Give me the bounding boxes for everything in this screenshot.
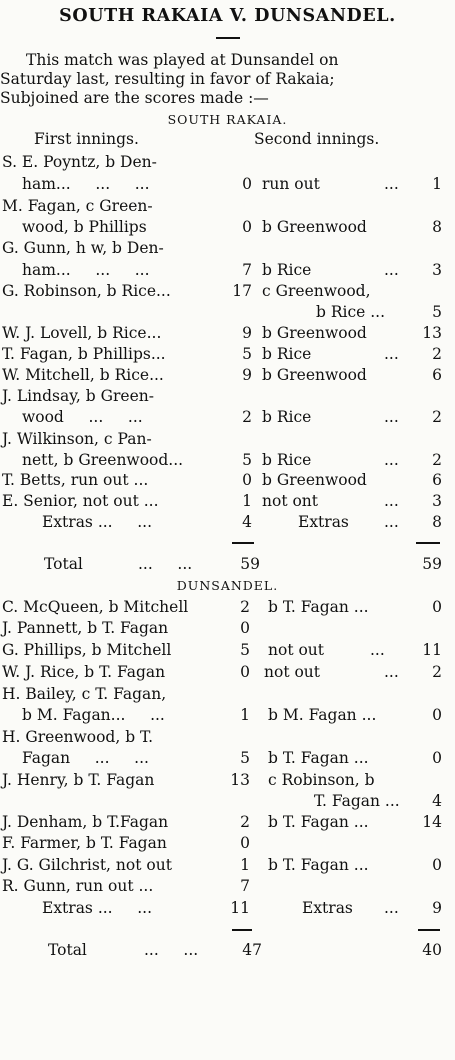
extras-label: Extras ... ...: [42, 899, 153, 917]
batsman: W. Mitchell, b Rice...: [2, 366, 164, 384]
score-row: [0, 260, 455, 280]
total-row: [0, 940, 455, 960]
second-dismissal: not out: [268, 641, 325, 659]
batsman: nett, b Greenwood...: [22, 451, 184, 469]
batsman: R. Gunn, run out ...: [2, 877, 154, 895]
score-row: [0, 748, 455, 768]
batsman: Fagan ... ...: [22, 749, 149, 767]
innings-header: [0, 129, 455, 149]
second-score: 5: [432, 303, 442, 321]
batsman: T. Fagan, b Phillips...: [2, 345, 166, 363]
title-rule: [216, 37, 240, 39]
second-dismissal: b Rice: [262, 408, 312, 426]
second-dismissal: b T. Fagan ...: [268, 749, 369, 767]
score-row: [0, 727, 455, 747]
score-row: [0, 855, 455, 875]
score-row: [0, 618, 455, 638]
section-heading-south-rakaia: SOUTH RAKAIA.: [167, 112, 288, 127]
score-row: [0, 770, 455, 790]
total-dots: ... ...: [144, 941, 199, 959]
first-score: 2: [240, 598, 250, 616]
second-score: 3: [432, 492, 442, 510]
first-score: 7: [242, 261, 252, 279]
first-score: 1: [242, 492, 252, 510]
batsman: b M. Fagan... ...: [22, 706, 165, 724]
batsman: G. Phillips, b Mitchell: [2, 641, 172, 659]
second-dots: ...: [384, 899, 399, 917]
second-score: 8: [432, 513, 442, 531]
second-dots: ...: [384, 492, 399, 510]
batsman: ham... ... ...: [22, 261, 150, 279]
second-dots: ...: [370, 641, 385, 659]
total-first-score: 47: [242, 941, 262, 959]
batsman: W. J. Lovell, b Rice...: [2, 324, 162, 342]
batsman: H. Bailey, c T. Fagan,: [2, 685, 167, 703]
second-score: 8: [432, 218, 442, 236]
first-innings-header: First innings.: [34, 130, 139, 148]
second-dismissal: b Rice: [262, 451, 312, 469]
second-score: 3: [432, 261, 442, 279]
second-dismissal: b Greenwood: [262, 324, 367, 342]
first-score: 17: [232, 282, 252, 300]
extras-label: Extras ... ...: [42, 513, 153, 531]
batsman: T. Betts, run out ...: [2, 471, 149, 489]
second-dots: ...: [384, 663, 399, 681]
total-first-score: 59: [240, 555, 260, 573]
first-score: 13: [230, 771, 250, 789]
second-dismissal: b Rice: [262, 345, 312, 363]
second-score: 1: [432, 175, 442, 193]
total-rule-first: [232, 542, 254, 544]
second-dismissal: b T. Fagan ...: [268, 856, 369, 874]
batsman: J. Wilkinson, c Pan-: [2, 430, 152, 448]
batsman: J. Denham, b T.Fagan: [2, 813, 169, 831]
second-dismissal: b T. Fagan ...: [268, 813, 369, 831]
batsman: W. J. Rice, b T. Fagan: [2, 663, 166, 681]
score-row: [0, 174, 455, 194]
second-score: 6: [432, 471, 442, 489]
second-score: 14: [422, 813, 442, 831]
score-row: [0, 152, 455, 172]
score-row: [0, 386, 455, 406]
second-dismissal: b Rice ...: [316, 303, 386, 321]
second-dots: ...: [384, 408, 399, 426]
first-score: 1: [240, 856, 250, 874]
batsman: G. Gunn, h w, b Den-: [2, 239, 164, 257]
second-innings-header: Second innings.: [254, 130, 380, 148]
first-score: 2: [240, 813, 250, 831]
second-dismissal: b Greenwood: [262, 218, 367, 236]
second-score: 11: [422, 641, 442, 659]
batsman: G. Robinson, b Rice...: [2, 282, 171, 300]
second-score: 0: [432, 706, 442, 724]
score-row: [0, 791, 455, 811]
score-row: [0, 812, 455, 832]
second-dismissal: b Greenwood: [262, 366, 367, 384]
second-score: 6: [432, 366, 442, 384]
second-dots: ...: [384, 513, 399, 531]
batsman: J. G. Gilchrist, not out: [2, 856, 172, 874]
batsman: wood ... ...: [22, 408, 143, 426]
extras-row: [0, 512, 455, 532]
score-row: [0, 196, 455, 216]
first-score: 9: [242, 366, 252, 384]
total-row: [0, 554, 455, 574]
batsman: J. Henry, b T. Fagan: [2, 771, 155, 789]
second-score: 13: [422, 324, 442, 342]
batsman: wood, b Phillips: [22, 218, 147, 236]
batsman: H. Greenwood, b T.: [2, 728, 154, 746]
batsman: E. Senior, not out ...: [2, 492, 159, 510]
second-score: 0: [432, 598, 442, 616]
second-dismissal: run out: [262, 175, 320, 193]
batsman: M. Fagan, c Green-: [2, 197, 153, 215]
total-dots: ... ...: [138, 555, 193, 573]
first-score: 2: [242, 408, 252, 426]
score-row: [0, 365, 455, 385]
score-row: [0, 491, 455, 511]
second-dots: ...: [384, 175, 399, 193]
second-dismissal: not out: [264, 663, 321, 681]
second-dismissal: b Greenwood: [262, 471, 367, 489]
score-row: [0, 662, 455, 682]
score-row: [0, 281, 455, 301]
score-row: [0, 470, 455, 490]
intro-line-2: Saturday last, resulting in favor of Rakaia;: [0, 70, 335, 88]
second-dismissal: not ont: [262, 492, 319, 510]
score-row: [0, 705, 455, 725]
section-heading-dunsandel: DUNSANDEL.: [176, 578, 279, 593]
first-score: 0: [242, 471, 252, 489]
first-score: 7: [240, 877, 250, 895]
score-row: [0, 640, 455, 660]
second-score: 2: [432, 663, 442, 681]
second-score: 2: [432, 345, 442, 363]
second-score: 0: [432, 856, 442, 874]
intro-line-3: Subjoined are the scores made :—: [0, 89, 269, 107]
first-score: 5: [242, 345, 252, 363]
batsman: C. McQueen, b Mitchell: [2, 598, 189, 616]
first-score: 5: [242, 451, 252, 469]
total-second-score: 40: [422, 941, 442, 959]
second-dismissal: b T. Fagan ...: [268, 598, 369, 616]
batsman: J. Lindsay, b Green-: [2, 387, 154, 405]
second-score: 0: [432, 749, 442, 767]
score-row: [0, 217, 455, 237]
first-score: 0: [240, 619, 250, 637]
total-label: Total: [48, 941, 87, 959]
second-score: 2: [432, 408, 442, 426]
first-score: 5: [240, 641, 250, 659]
second-dismissal: b Rice: [262, 261, 312, 279]
score-row: [0, 238, 455, 258]
score-row: [0, 344, 455, 364]
first-score: 9: [242, 324, 252, 342]
batsman: ham... ... ...: [22, 175, 150, 193]
intro-line-1: This match was played at Dunsandel on: [26, 51, 339, 69]
second-score: 2: [432, 451, 442, 469]
first-score: 1: [240, 706, 250, 724]
second-extras-label: Extras: [298, 513, 349, 531]
second-dismissal: c Greenwood,: [262, 282, 371, 300]
second-dots: ...: [384, 261, 399, 279]
second-extras-label: Extras: [302, 899, 353, 917]
total-rule-second: [416, 542, 440, 544]
score-row: [0, 323, 455, 343]
score-row: [0, 429, 455, 449]
second-score: 4: [432, 792, 442, 810]
total-label: Total: [44, 555, 83, 573]
article-title: SOUTH RAKAIA V. DUNSANDEL.: [59, 6, 396, 26]
first-score: 0: [242, 175, 252, 193]
second-dismissal: T. Fagan ...: [314, 792, 400, 810]
first-score: 0: [242, 218, 252, 236]
score-row: [0, 302, 455, 322]
extras-row: [0, 898, 455, 918]
first-score: 0: [240, 663, 250, 681]
first-score: 0: [240, 834, 250, 852]
first-score: 4: [242, 513, 252, 531]
second-dots: ...: [384, 451, 399, 469]
batsman: F. Farmer, b T. Fagan: [2, 834, 167, 852]
score-row: [0, 450, 455, 470]
total-second-score: 59: [422, 555, 442, 573]
total-rule-second: [418, 929, 440, 931]
second-dismissal: b M. Fagan ...: [268, 706, 377, 724]
batsman: J. Pannett, b T. Fagan: [2, 619, 169, 637]
score-row: [0, 597, 455, 617]
total-rule-first: [232, 929, 252, 931]
score-row: [0, 684, 455, 704]
score-row: [0, 833, 455, 853]
score-row: [0, 407, 455, 427]
second-dismissal: c Robinson, b: [268, 771, 375, 789]
second-score: 9: [432, 899, 442, 917]
first-score: 11: [230, 899, 250, 917]
score-row: [0, 876, 455, 896]
batsman: S. E. Poyntz, b Den-: [2, 153, 157, 171]
first-score: 5: [240, 749, 250, 767]
second-dots: ...: [384, 345, 399, 363]
